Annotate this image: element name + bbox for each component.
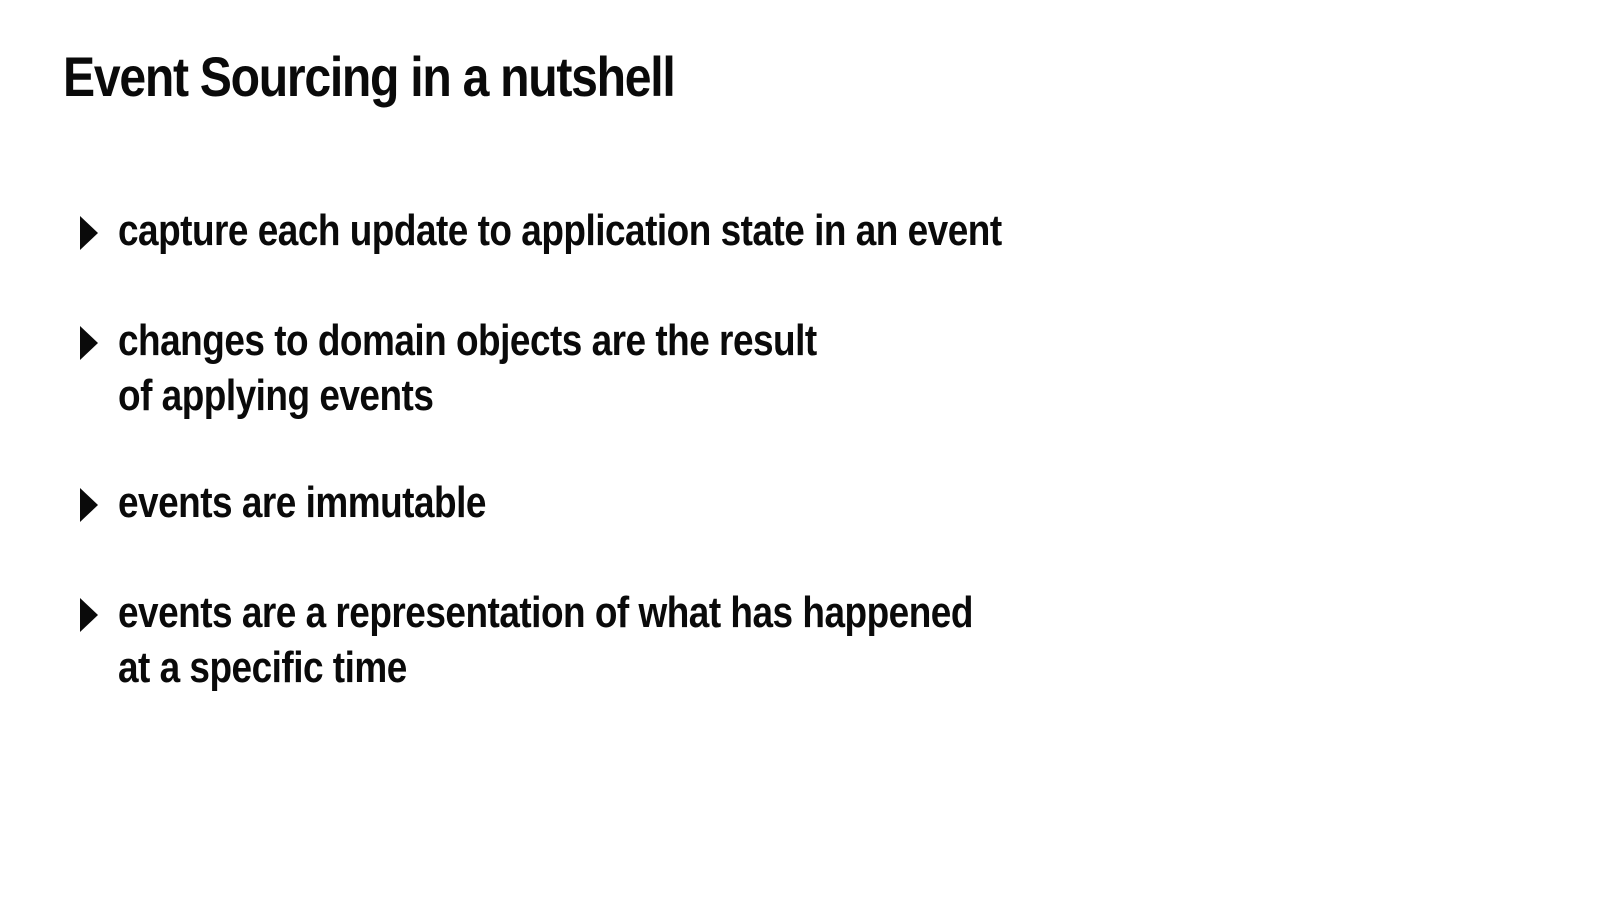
bullet-line: changes to domain objects are the result (118, 316, 817, 365)
triangle-right-icon (80, 598, 98, 632)
triangle-right-icon (80, 488, 98, 522)
bullet-line: events are a representation of what has happened (118, 588, 973, 637)
bullet-line: at a specific time (118, 643, 407, 692)
bullet-text (118, 585, 973, 695)
triangle-right-icon (80, 216, 98, 250)
bullet-line: events are immutable (118, 478, 486, 527)
slide-title: Event Sourcing in a nutshell (63, 45, 675, 108)
bullet-line: capture each update to application state in an event (118, 206, 1002, 255)
triangle-right-icon (80, 326, 98, 360)
bullet-line: of applying events (118, 371, 434, 420)
bullet-text (118, 475, 486, 530)
bullet-text (118, 313, 817, 423)
bullet-text (118, 203, 1002, 258)
